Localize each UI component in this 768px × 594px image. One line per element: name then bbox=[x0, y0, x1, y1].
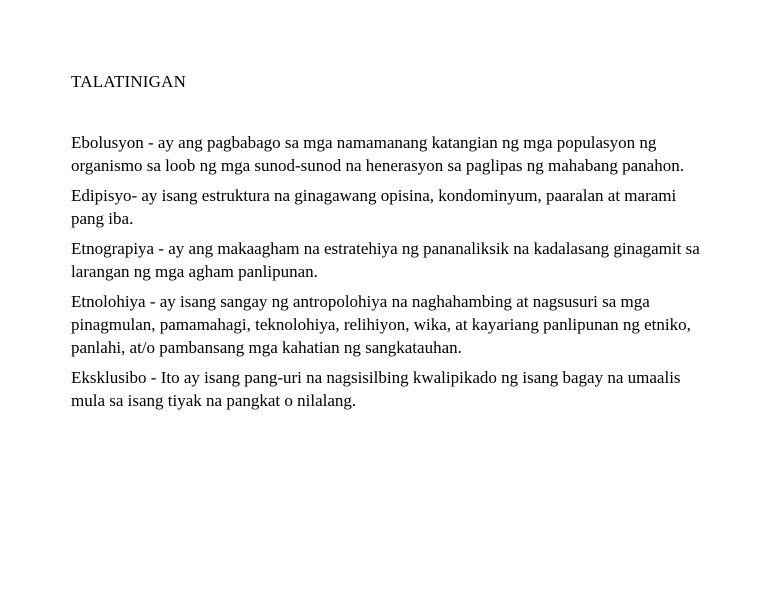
glossary-entries bbox=[71, 131, 711, 419]
document-title: TALATINIGAN bbox=[71, 72, 187, 91]
glossary-entry-edipisyo: Edipisyo- ay isang estruktura na ginagawang opisina, kondominyum, paaralan at marami pang iba. bbox=[71, 186, 677, 228]
glossary-entry-ebolusyon: Ebolusyon - ay ang pagbabago sa mga namamanang katangian ng mga populasyon ng organismo sa loob ng mga sunod-sunod na henerasyon sa paglipas ng mahabang panahon. bbox=[71, 133, 684, 175]
glossary-entry-etnolohiya: Etnolohiya - ay isang sangay ng antropolohiya na naghahambing at nagsusuri sa mga pinagmulan, pamamahagi, teknolohiya, relihiyon, wika, at kayariang panlipunan ng etniko, panlahi, at/o pambansang mga kahatian ng sangkatauhan. bbox=[71, 292, 691, 357]
glossary-entry-eksklusibo: Eksklusibo - Ito ay isang pang-uri na nagsisilbing kwalipikado ng isang bagay na umaalis mula sa isang tiyak na pangkat o nilalang. bbox=[71, 368, 681, 410]
glossary-entry-etnograpiya: Etnograpiya - ay ang makaagham na estratehiya ng pananaliksik na kadalasang ginagamit sa larangan ng mga agham panlipunan. bbox=[71, 239, 700, 281]
